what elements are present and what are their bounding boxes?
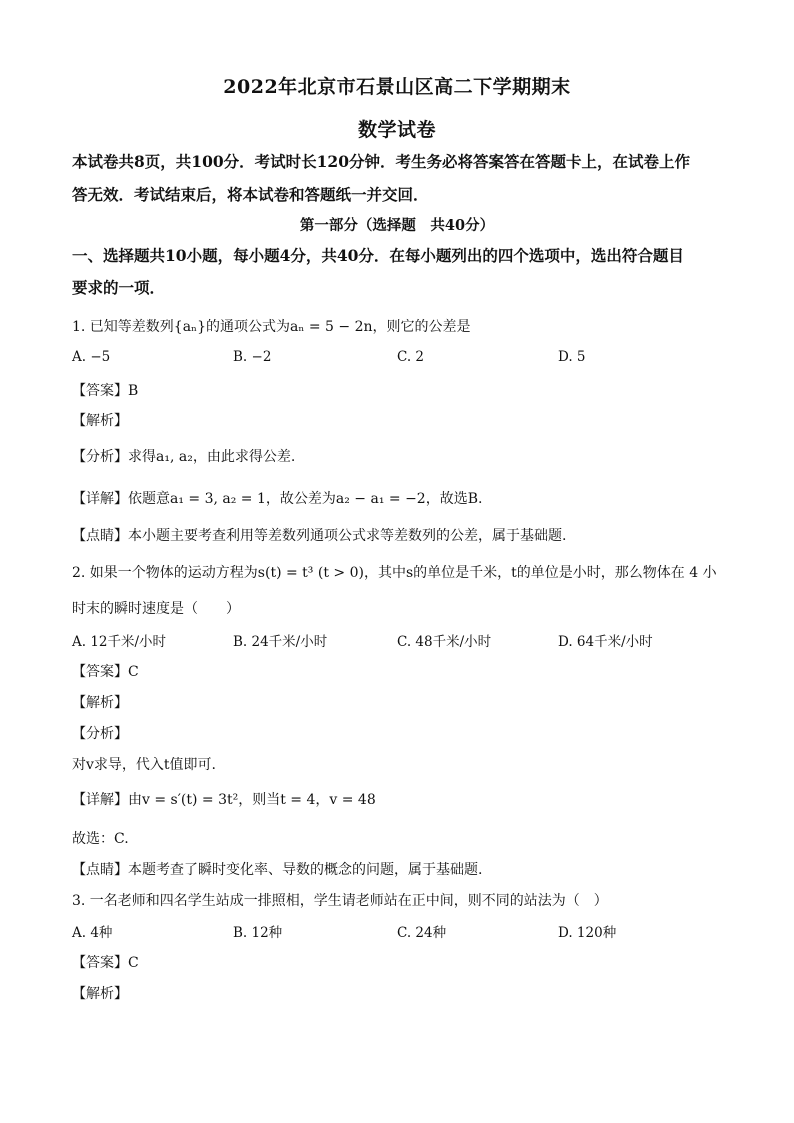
- q2-option-b: B. 24千米/小时: [233, 634, 328, 650]
- page-title: 2022年北京市石景山区高二下学期期末: [223, 76, 571, 98]
- q1-analysis-label: 【解析】: [72, 413, 128, 429]
- q2-fenxi-body: 对v求导，代入t值即可.: [72, 757, 216, 773]
- intro-line-1: 本试卷共8页，共100分．考试时长120分钟．考生务必将答案答在答题卡上，在试卷上作: [72, 152, 690, 171]
- q1-option-b: B. −2: [233, 349, 272, 365]
- part-heading: 第一部分（选择题 共40分）: [299, 217, 495, 234]
- q1-dianjing: 【点睛】本小题主要考查利用等差数列通项公式求等差数列的公差，属于基础题.: [72, 528, 567, 544]
- q2-fenxi-label: 【分析】: [72, 726, 128, 742]
- section-instruction-2: 要求的一项．: [72, 278, 166, 297]
- q1-option-c: C. 2: [397, 349, 425, 365]
- q3-analysis-label: 【解析】: [72, 986, 128, 1002]
- q3-option-b: B. 12种: [233, 925, 283, 941]
- q1-answer: 【答案】B: [72, 383, 139, 399]
- q1-xiangjie: 【详解】依题意a₁ = 3, a₂ = 1，故公差为a₂ − a₁ = −2，故选B.: [72, 491, 483, 507]
- q3-option-c: C. 24种: [397, 925, 447, 941]
- q2-option-a: A. 12千米/小时: [72, 634, 167, 650]
- q2-xiangjie: 【详解】由v = s′(t) = 3t²，则当t = 4，v = 48: [72, 792, 376, 808]
- q2-option-d: D. 64千米/小时: [558, 634, 653, 650]
- q2-analysis-label: 【解析】: [72, 695, 128, 711]
- q2-answer: 【答案】C: [72, 664, 139, 680]
- q1-option-a: A. −5: [72, 349, 111, 365]
- q3-option-a: A. 4种: [72, 925, 113, 941]
- q1-option-d: D. 5: [558, 349, 586, 365]
- section-instruction-1: 一、选择题共10小题，每小题4分，共40分．在每小题列出的四个选项中，选出符合题目: [72, 246, 684, 265]
- question-2-stem-line-2: 时末的瞬时速度是（ ）: [72, 601, 240, 617]
- q3-answer: 【答案】C: [72, 955, 139, 971]
- question-3-stem: 3. 一名老师和四名学生站成一排照相，学生请老师站在正中间，则不同的站法为（ ）: [72, 893, 608, 909]
- page-subtitle: 数学试卷: [357, 119, 436, 141]
- intro-line-2: 答无效．考试结束后，将本试卷和答题纸一并交回．: [72, 185, 429, 204]
- question-2-stem-line-1: 2. 如果一个物体的运动方程为s(t) = t³ (t > 0)，其中s的单位是千米，t的单位是小时，那么物体在 4 小: [72, 565, 717, 581]
- q1-fenxi: 【分析】求得a₁, a₂，由此求得公差.: [72, 449, 296, 465]
- q2-dianjing: 【点睛】本题考查了瞬时变化率、导数的概念的问题，属于基础题.: [72, 862, 483, 878]
- q2-conclusion: 故选：C.: [72, 831, 129, 847]
- question-1-stem: 1. 已知等差数列{aₙ}的通项公式为aₙ = 5 − 2n，则它的公差是: [72, 319, 471, 335]
- q3-option-d: D. 120种: [558, 925, 617, 941]
- q2-option-c: C. 48千米/小时: [397, 634, 492, 650]
